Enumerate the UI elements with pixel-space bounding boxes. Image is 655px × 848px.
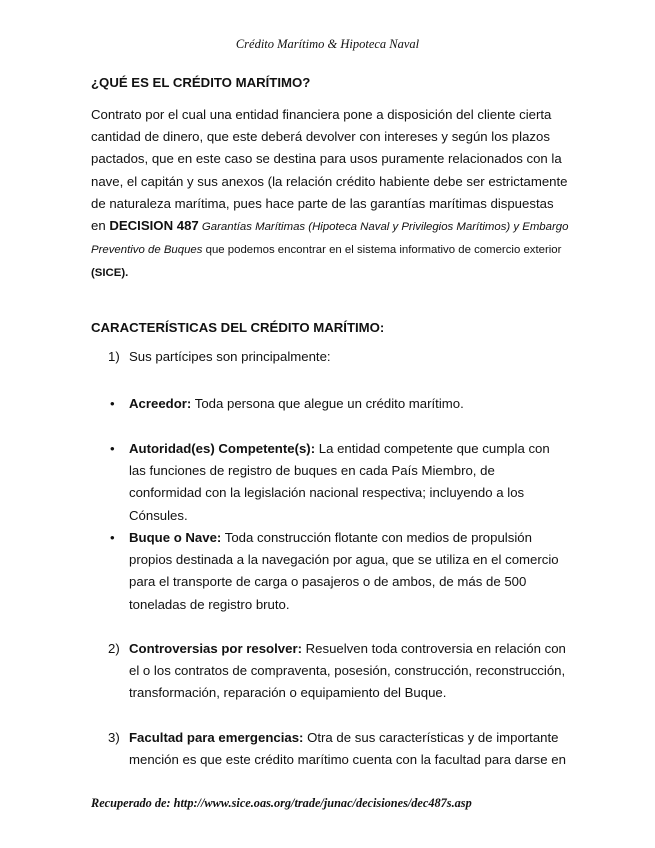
bullet-text: Toda construcción flotante con medios de propulsión propios destinada a la navegación por agua, que se utiliza en el comercio para el transporte de carga o pasajeros o de ambos, de más de 500 toneladas de registro bruto. <box>129 530 559 612</box>
bullet-icon: • <box>110 530 115 545</box>
bullet-icon: • <box>110 441 115 456</box>
bullet-item-autoridad <box>108 438 568 527</box>
bullet-text: La entidad competente que cumpla con las funciones de registro de buques en cada País Miembro, de conformidad con la legislación nacional respectiva; incluyendo a los Cónsules. <box>129 441 550 523</box>
section-heading-que-es: ¿QUÉ ES EL CRÉDITO MARÍTIMO? <box>91 75 311 90</box>
item-term: Facultad para emergencias: <box>129 730 304 745</box>
bullet-term: Acreedor: <box>129 396 192 411</box>
decision-title: Garantías Marítimas (Hipoteca Naval y Privilegios Marítimos) y Embargo Preventivo de Buques <box>91 221 569 257</box>
page-header: Crédito Marítimo & Hipoteca Naval <box>235 37 420 51</box>
item-text: Sus partícipes son principalmente: <box>129 349 331 364</box>
bullet-item-acreedor <box>108 393 568 415</box>
bullet-term: Autoridad(es) Competente(s): <box>129 441 316 456</box>
definition-paragraph <box>91 104 569 285</box>
source-footer: Recuperado de: http://www.sice.oas.org/trade/junac/decisiones/dec487s.asp <box>91 796 472 810</box>
numbered-item-3 <box>108 727 568 771</box>
section-heading-caracteristicas: CARACTERÍSTICAS DEL CRÉDITO MARÍTIMO: <box>91 320 385 335</box>
item-number: 2) <box>108 641 120 656</box>
bullet-text: Toda persona que alegue un crédito marítimo. <box>191 396 464 411</box>
bullet-item-buque <box>108 527 568 616</box>
definition-tail: que podemos encontrar en el sistema informativo de comercio exterior <box>202 244 562 257</box>
item-number: 1) <box>108 349 120 364</box>
item-text: Resuelven toda controversia en relación con el o los contratos de compraventa, posesión, construcción, reconstrucción, transformación, reparación o equipamiento del Buque. <box>129 641 566 701</box>
item-term: Controversias por resolver: <box>129 641 302 656</box>
sice-acronym: (SICE). <box>91 267 129 280</box>
item-text: Otra de sus características y de importante mención es que este crédito marítimo cuenta con la facultad para darse en <box>129 730 566 768</box>
numbered-item-1 <box>108 346 568 368</box>
item-number: 3) <box>108 730 120 745</box>
bullet-icon: • <box>110 396 115 411</box>
bullet-term: Buque o Nave: <box>129 530 222 545</box>
decision-number: DECISION 487 <box>109 218 199 234</box>
numbered-item-2 <box>108 638 568 705</box>
definition-body: Contrato por el cual una entidad financiera pone a disposición del cliente cierta cantidad de dinero, que este deberá devolver con intereses y según los plazos pactados, que en este caso se destina para usos puramente relacionados con la nave, el capitán y sus anexos (la relación crédito habiente debe ser estrictamente de naturaleza marítima, pues hace parte de las garantías marítimas dispuestas en <box>91 107 568 234</box>
